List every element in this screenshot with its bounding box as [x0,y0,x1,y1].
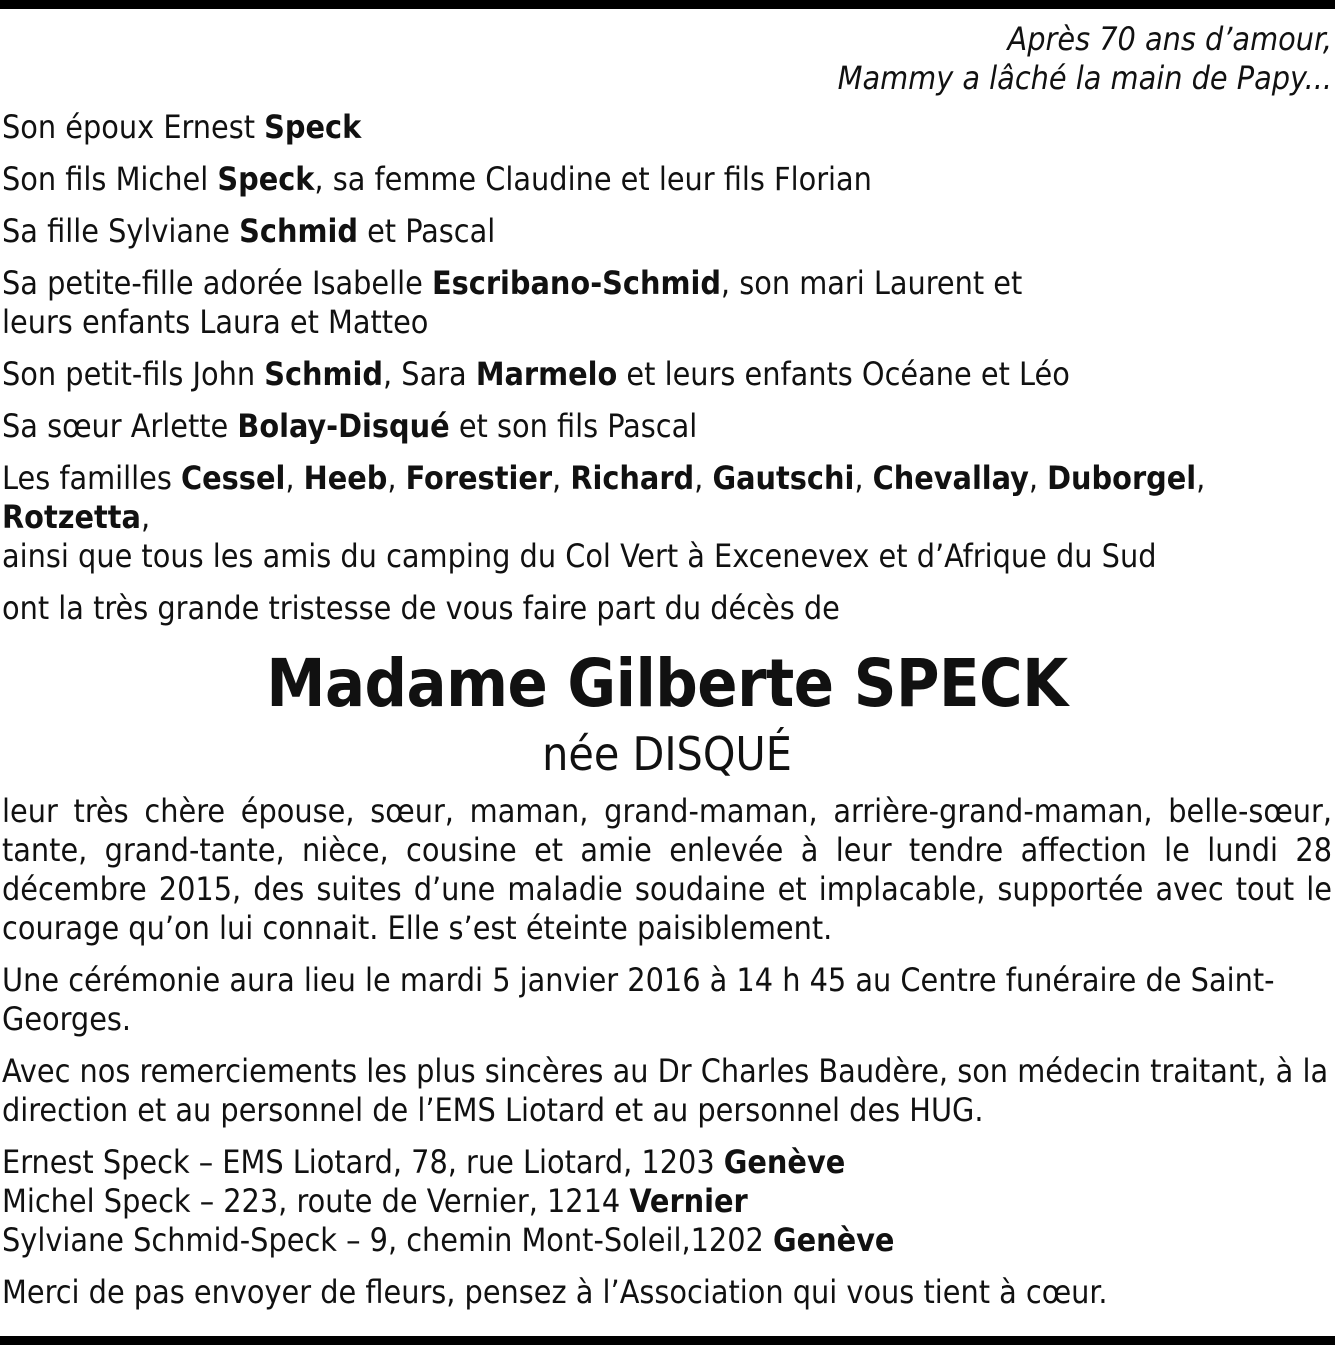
deceased-name: Madame Gilberte SPECK [266,645,1068,722]
address-city: Vernier [629,1182,748,1220]
ceremony-info: Une cérémonie aura lieu le mardi 5 janvier 2016 à 14 h 45 au Centre funéraire de Saint-Georges. [2,961,1275,1038]
family-text: , [552,459,571,497]
obituary-body: leur très chère épouse, sœur, maman, grand-maman, arrière-grand-maman, belle-sœur, tante, grand-tante, nièce, cousine et amie enlevée à leur tendre affection le lundi 28 décembre 2015, des suites d’une maladie soudaine et implacable, supportée avec tout le courage qu’on lui connait. Elle s’est éteinte paisiblement. [2,792,1332,947]
family-text: , sa femme Claudine et leur fils Florian [314,160,872,198]
intro-line-2: Mammy a lâché la main de Papy... [837,59,1332,97]
family-line [2,355,1332,394]
family-text: Sa sœur Arlette [2,407,238,445]
family-text: ainsi que tous les amis du camping du Col Vert à Excenevex et d’Afrique du Sud [2,537,1157,575]
closing-request: Merci de pas envoyer de fleurs, pensez à l’Association qui vous tient à cœur. [2,1273,1108,1311]
family-line [2,459,1332,576]
address-text: Ernest Speck – EMS Liotard, 78, rue Liotard, 1203 [2,1143,724,1181]
family-text: Sa fille Sylviane [2,212,240,250]
address-line [2,1143,1332,1182]
family-surname: Schmid [264,355,384,393]
intro-line-1: Après 70 ans d’amour, [1007,20,1332,58]
maiden-name: née DISQUÉ [542,727,792,781]
family-text: , [140,498,151,536]
family-line [2,212,1332,251]
family-surname: Bolay-Disqué [237,407,450,445]
family-surname: Escribano-Schmid [431,264,721,302]
family-surname: Speck [217,160,315,198]
bottom-border-rule [0,1336,1335,1345]
family-text: et son fils Pascal [449,407,698,445]
family-surname: Rotzetta [2,498,141,536]
family-text: , [1028,459,1048,497]
address-text: Sylviane Schmid-Speck – 9, chemin Mont-Soleil,1202 [2,1221,773,1259]
address-list [2,1143,1332,1260]
family-text: Son fils Michel [2,160,218,198]
thanks-text: Avec nos remerciements les plus sincères au Dr Charles Baudère, son médecin traitant, à la direction et au personnel de l’EMS Liotard et au personnel des HUG. [2,1052,1329,1129]
family-text: , [854,459,873,497]
family-list [2,108,1332,576]
family-surname: Cessel [181,459,286,497]
family-surname: Schmid [239,212,358,250]
family-text: Les familles [2,459,181,497]
family-line [2,108,1332,147]
family-text: leurs enfants Laura et Matteo [2,303,429,341]
family-surname: Richard [570,459,695,497]
family-surname: Speck [264,108,362,146]
family-text: , [387,459,406,497]
family-text: , [1196,459,1206,497]
family-text: et leurs enfants Océane et Léo [617,355,1070,393]
address-city: Genève [723,1143,846,1181]
family-line [2,160,1332,199]
announcement-text: ont la très grande tristesse de vous faire part du décès de [2,589,840,627]
family-text: , [694,459,713,497]
obituary-notice [2,20,1332,1325]
family-text: , [285,459,304,497]
family-text: , son mari Laurent et [720,264,1023,302]
top-border-rule [0,0,1335,9]
address-city: Genève [772,1221,895,1259]
family-surname: Gautschi [712,459,855,497]
family-surname: Marmelo [475,355,618,393]
family-text: et Pascal [357,212,496,250]
family-surname: Forestier [405,459,553,497]
address-line [2,1221,1332,1260]
family-line [2,264,1332,342]
family-line [2,407,1332,446]
family-text: Sa petite-fille adorée Isabelle [2,264,432,302]
family-text: , Sara [383,355,476,393]
family-text: Son époux Ernest [2,108,265,146]
family-surname: Chevallay [872,459,1029,497]
family-surname: Duborgel [1047,459,1197,497]
intro-quote [2,20,1332,98]
family-text: Son petit-fils John [2,355,265,393]
address-line [2,1182,1332,1221]
family-surname: Heeb [303,459,388,497]
address-text: Michel Speck – 223, route de Vernier, 1214 [2,1182,630,1220]
